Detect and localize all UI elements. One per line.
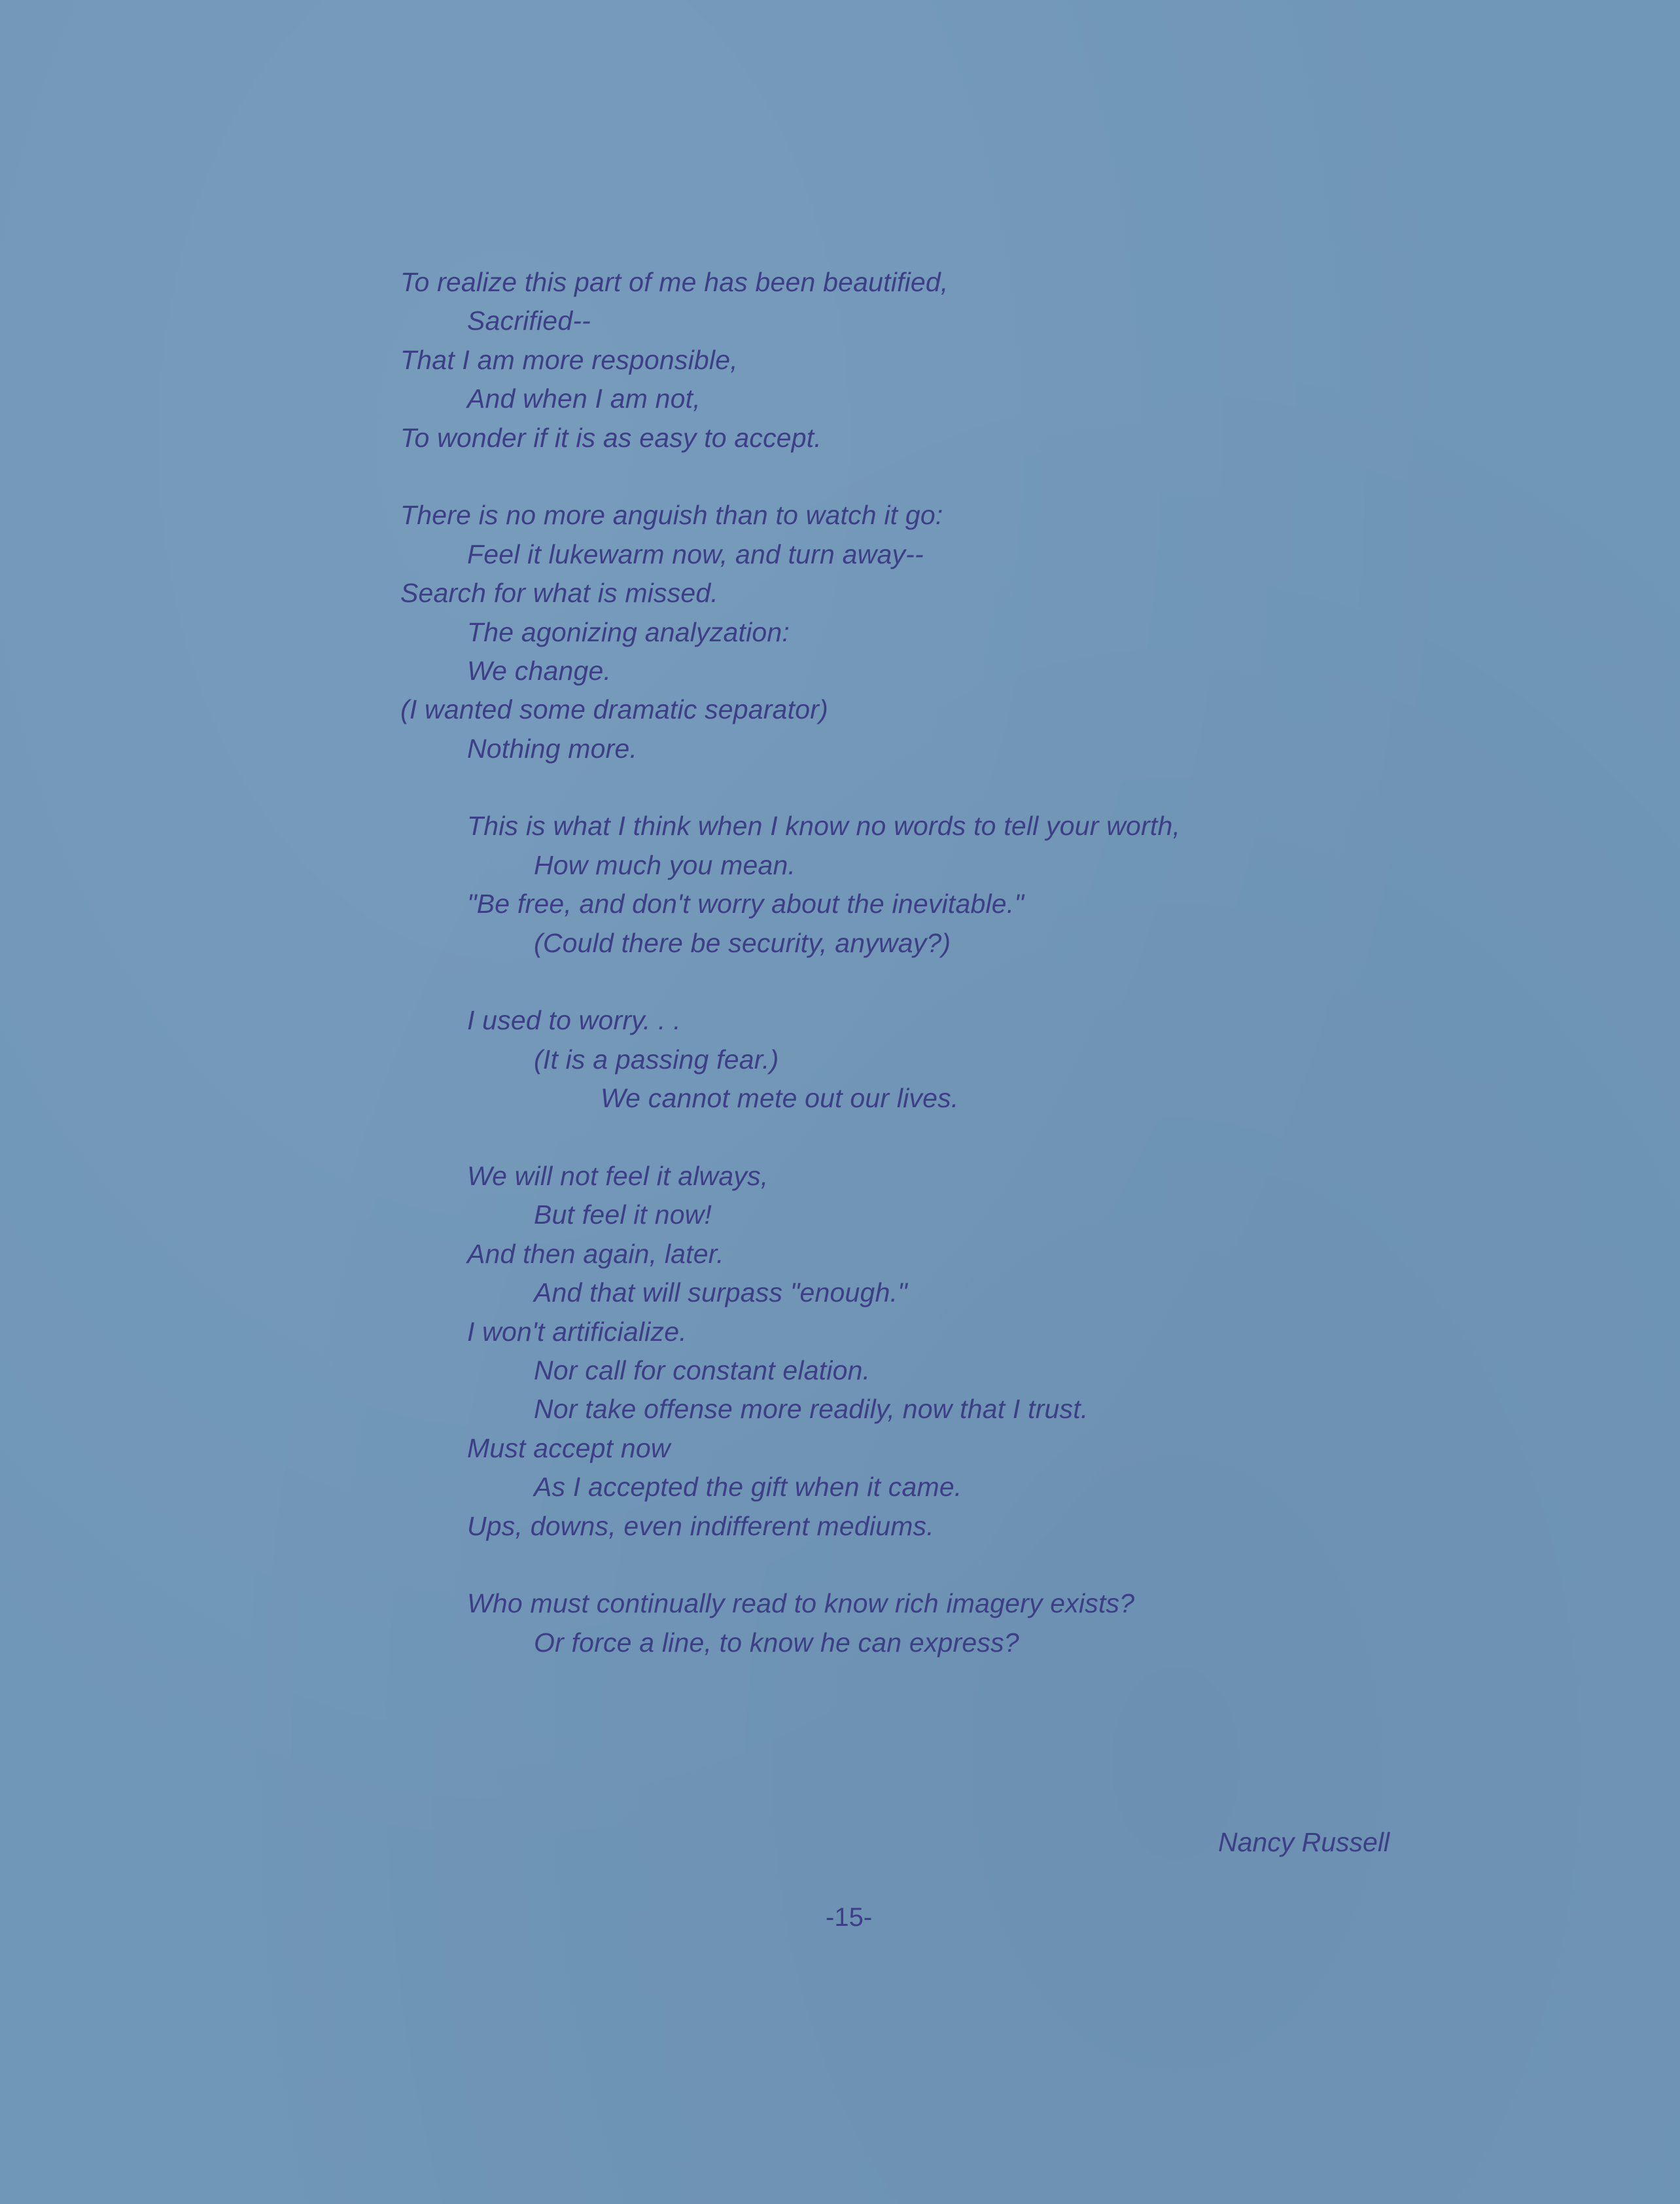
poem-line: Ups, downs, even indifferent mediums.	[467, 1510, 934, 1541]
poem-line: And when I am not,	[467, 383, 701, 414]
poem-line: That I am more responsible,	[400, 344, 738, 375]
poem-line: And then again, later.	[467, 1238, 724, 1269]
page-number: -15-	[826, 1903, 873, 1932]
poem-line: Who must continually read to know rich imagery exists?	[467, 1588, 1135, 1619]
poem-line: We cannot mete out our lives.	[601, 1083, 959, 1114]
poem-line: Nor take offense more readily, now that I trust.	[534, 1394, 1089, 1425]
poem-line: Sacrified--	[467, 306, 591, 336]
poem-line: We change.	[467, 655, 612, 686]
stanza-break	[400, 457, 1513, 496]
poem-line: (I wanted some dramatic separator)	[400, 694, 828, 725]
poem-line: Must accept now	[467, 1432, 671, 1463]
poem-line: There is no more anguish than to watch it go:	[400, 500, 943, 531]
stanza-break	[400, 963, 1513, 1001]
poem-line: (Could there be security, anyway?)	[534, 927, 951, 958]
poem-line: But feel it now!	[534, 1200, 712, 1230]
poem-line: Nothing more.	[467, 733, 638, 764]
poem-line: As I accepted the gift when it came.	[534, 1472, 962, 1502]
poem-line: To realize this part of me has been beautified,	[400, 267, 949, 297]
poem-line: Or force a line, to know he can express?	[534, 1627, 1019, 1658]
poem-line: I used to worry. . .	[467, 1005, 681, 1036]
poem-line: To wonder if it is as easy to accept.	[400, 422, 822, 453]
poem-line: Nor call for constant elation.	[534, 1355, 871, 1385]
poem-line: I won't artificialize.	[467, 1316, 687, 1347]
poem-line: Search for what is missed.	[400, 578, 718, 609]
poem-line: The agonizing analyzation:	[467, 616, 790, 647]
author-signature: Nancy Russell	[1218, 1827, 1390, 1857]
stanza-break	[400, 768, 1513, 807]
poem-line: Feel it lukewarm now, and turn away--	[467, 539, 924, 569]
poem-line: This is what I think when I know no words to tell your worth,	[467, 811, 1181, 842]
poem-line: How much you mean.	[534, 849, 796, 880]
poem-line: We will not feel it always,	[467, 1160, 769, 1191]
poem-line: (It is a passing fear.)	[534, 1044, 779, 1075]
stanza-break	[400, 1118, 1513, 1157]
poem-line: "Be free, and don't worry about the inevitable."	[467, 889, 1024, 919]
poem-line: And that will surpass "enough."	[534, 1277, 907, 1308]
poem	[400, 263, 1513, 1662]
stanza-break	[400, 1546, 1513, 1584]
